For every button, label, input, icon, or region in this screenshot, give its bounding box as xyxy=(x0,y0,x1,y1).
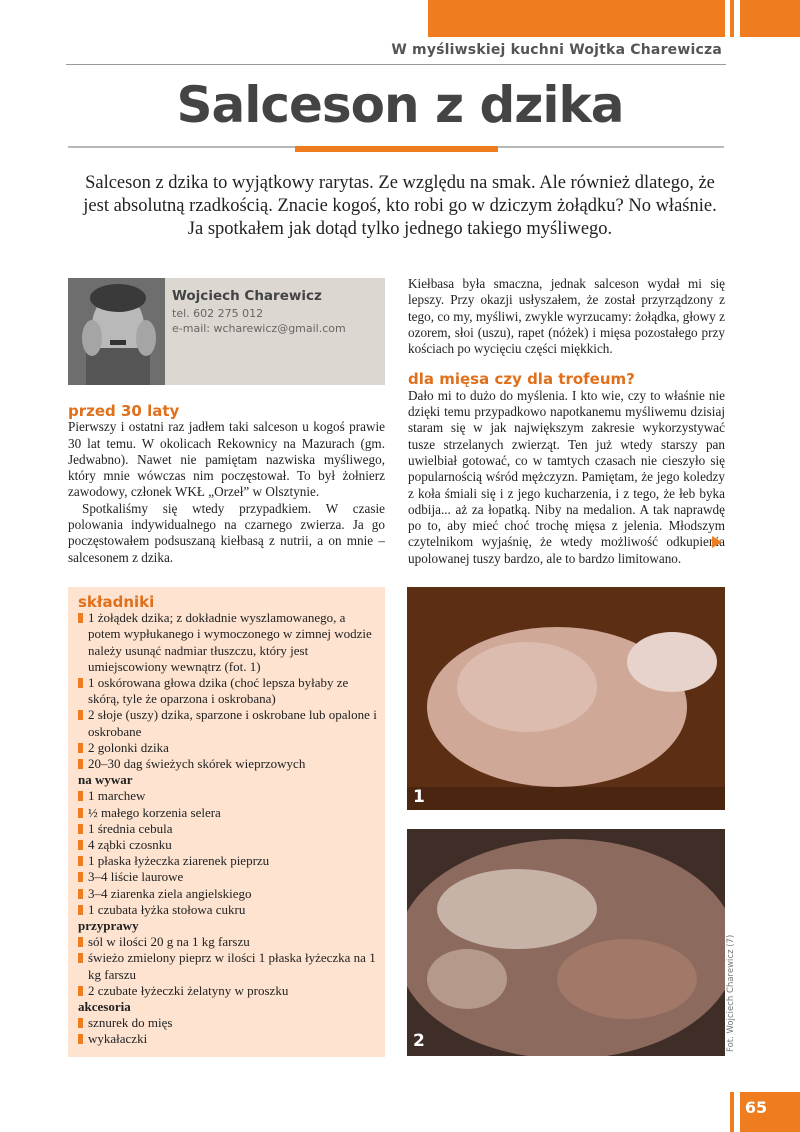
bullet-icon xyxy=(78,710,83,720)
author-portrait-icon xyxy=(68,278,165,385)
ingredient-item xyxy=(78,1031,378,1047)
bullet-icon xyxy=(78,759,83,769)
bullet-icon xyxy=(78,613,83,623)
ingredient-text: 1 żołądek dzika; z dokładnie wyszlamowanego, a potem wypłukanego i wymoczonego w zimnej wodzie należy usunąć nadmiar tłuszczu, który jest umiejscowiony wewnątrz (fot. 1) xyxy=(88,610,372,674)
ingredient-item xyxy=(78,707,378,739)
series-title: W myśliwskiej kuchni Wojtka Charewicza xyxy=(391,42,722,58)
ingredient-item xyxy=(78,610,378,675)
cooked-meat-image-icon xyxy=(407,829,725,1056)
section-right xyxy=(408,276,725,567)
right-paragraph-1: Kiełbasa była smaczna, jednak salceson wydał mi się lepszy. Przy okazji usłyszałem, że został przyrządzony z tego, co my, myśliwi, zwykle wyrzucamy: żołądka, głowy z ozorem, słoi (uszu), rapet (nóżek) i mięsa pozostałego przy kościach po wycięciu części miękkich. xyxy=(408,276,725,357)
ingredient-text: 1 czubata łyżka stołowa cukru xyxy=(88,901,246,917)
photo-cooked-meat xyxy=(407,829,725,1056)
bullet-icon xyxy=(78,905,83,915)
accessories-heading: akcesoria xyxy=(78,999,131,1015)
ingredient-text: 2 golonki dzika xyxy=(88,739,169,755)
section-left xyxy=(68,403,385,566)
ingredients-heading: składniki xyxy=(78,593,155,611)
series-title-rule xyxy=(66,64,726,65)
spices-heading: przyprawy xyxy=(78,918,139,934)
ingredient-item xyxy=(78,675,378,707)
ingredient-item xyxy=(78,983,378,999)
author-phone: tel. 602 275 012 xyxy=(172,307,264,320)
ingredient-text: 20–30 dag świeżych skórek wieprzowych xyxy=(88,756,306,772)
header-accent-bar-thin xyxy=(730,0,734,37)
ingredient-item xyxy=(78,869,378,885)
ingredient-text: 1 płaska łyżeczka ziarenek pieprzu xyxy=(88,853,270,869)
bullet-icon xyxy=(78,808,83,818)
photo-stomach xyxy=(407,587,725,810)
right-paragraph-2: Dało mi to dużo do myślenia. I kto wie, czy to właśnie nie dzięki temu przypadkowo napotkanemu myśliwemu dzisiaj staram się w jak największym zakresie wykorzystywać tusze strzelanych zwierząt. Ten już wtedy starszy pan uwielbiał gotować, co w tamtych czasach nie cieszyło się popularnością wśród mężczyzn. Pamiętam, że jego koledzy z koła śmiali się i z jego kucharzenia, i z tego, że łeb byka odbija... aż za łopatką. Niby na medalion. A tak naprawdę po to, aby mieć choć trochę mięsa z jelenia. Młodszym czytelnikom wyjaśnię, że wtedy możliwość odkupienia upolowanej tuszy bardzo, ale to bardzo limitowano. xyxy=(408,387,725,566)
continue-arrow-icon xyxy=(712,536,722,548)
author-photo xyxy=(68,278,165,385)
section-heading-1: przed 30 laty xyxy=(68,402,180,420)
ingredient-text: 1 marchew xyxy=(88,788,146,804)
title-rule-accent xyxy=(295,146,498,152)
page-number: 65 xyxy=(744,1098,768,1117)
ingredient-item xyxy=(78,837,378,853)
ingredient-text: 1 oskórowana głowa dzika (choć lepsza byłaby ze skórą, tyle że oparzona i oskrobana) xyxy=(88,675,349,707)
bullet-icon xyxy=(78,743,83,753)
ingredient-item xyxy=(78,886,378,902)
ingredient-item xyxy=(78,853,378,869)
ingredient-text: ½ małego korzenia selera xyxy=(88,804,221,820)
ingredient-item xyxy=(78,756,378,772)
bullet-icon xyxy=(78,791,83,801)
ingredient-text: wykałaczki xyxy=(88,1031,148,1047)
ingredient-item xyxy=(78,821,378,837)
ingredient-item xyxy=(78,740,378,756)
article-title: Salceson z dzika xyxy=(176,76,624,134)
author-email: e-mail: wcharewicz@gmail.com xyxy=(172,322,346,335)
boar-stomach-image-icon xyxy=(407,587,725,810)
bullet-icon xyxy=(78,824,83,834)
ingredient-text: sól w ilości 20 g na 1 kg farszu xyxy=(88,934,250,950)
ingredient-item xyxy=(78,805,378,821)
ingredient-item xyxy=(78,1015,378,1031)
ingredient-text: sznurek do mięs xyxy=(88,1015,173,1031)
ingredient-item xyxy=(78,902,378,918)
bullet-icon xyxy=(78,986,83,996)
section1-paragraph-1: Pierwszy i ostatni raz jadłem taki salceson u kogoś prawie 30 lat temu. W okolicach Rekownicy na Mazurach (gm. Jedwabno). Nawet nie pamiętam nazwiska myśliwego, który mnie wówczas nim poczęstował. To był żołnierz zawodowy, członek WKŁ „Orzeł” w Olsztynie. xyxy=(68,419,385,500)
bullet-icon xyxy=(78,678,83,688)
bullet-icon xyxy=(78,872,83,882)
article-lead: Salceson z dzika to wyjątkowy rarytas. Ze względu na smak. Ale również dlatego, że jest absolutną rzadkością. Znacie kogoś, kto robi go w dziczym żołądku? No właśnie. Ja spotkałem jak dotąd tylko jednego takiego myśliwego. xyxy=(83,173,717,239)
bullet-icon xyxy=(78,1018,83,1028)
section1-paragraph-2: Spotkaliśmy się wtedy przypadkiem. W czasie polowania indywidualnego na czarnego zwierza. Ja go poczęstowałem podsuszaną kiełbasą z nutrii, a on mnie – salcesonem z dzika. xyxy=(68,500,385,565)
header-accent-bar xyxy=(428,0,725,37)
section-heading-2: dla mięsa czy dla trofeum? xyxy=(408,370,635,389)
bullet-icon xyxy=(78,937,83,947)
bullet-icon xyxy=(78,953,83,963)
ingredients-list xyxy=(78,594,378,1048)
photo-number-1: 1 xyxy=(413,787,425,807)
ingredient-text: 2 słoje (uszy) dzika, sparzone i oskrobane lub opalone i oskrobane xyxy=(88,707,377,739)
ingredient-item xyxy=(78,934,378,950)
photo-number-2: 2 xyxy=(413,1031,425,1051)
ingredient-text: 4 ząbki czosnku xyxy=(88,837,172,853)
ingredient-item xyxy=(78,788,378,804)
photo-credit: Fot. Wojciech Charewicz (7) xyxy=(726,934,736,1052)
ingredient-item xyxy=(78,950,378,982)
header-accent-bar-right xyxy=(740,0,800,37)
broth-heading: na wywar xyxy=(78,772,133,788)
bullet-icon xyxy=(78,840,83,850)
ingredient-text: 1 średnia cebula xyxy=(88,820,173,836)
ingredient-text: 3–4 liście laurowe xyxy=(88,869,184,885)
bullet-icon xyxy=(78,1034,83,1044)
bullet-icon xyxy=(78,856,83,866)
bullet-icon xyxy=(78,889,83,899)
footer-accent-bar-thin xyxy=(730,1092,734,1132)
ingredient-text: świeżo zmielony pieprz w ilości 1 płaska łyżeczka na 1 kg farszu xyxy=(88,950,376,982)
author-name: Wojciech Charewicz xyxy=(172,288,322,304)
ingredient-text: 2 czubate łyżeczki żelatyny w proszku xyxy=(88,982,289,998)
ingredient-text: 3–4 ziarenka ziela angielskiego xyxy=(88,885,252,901)
